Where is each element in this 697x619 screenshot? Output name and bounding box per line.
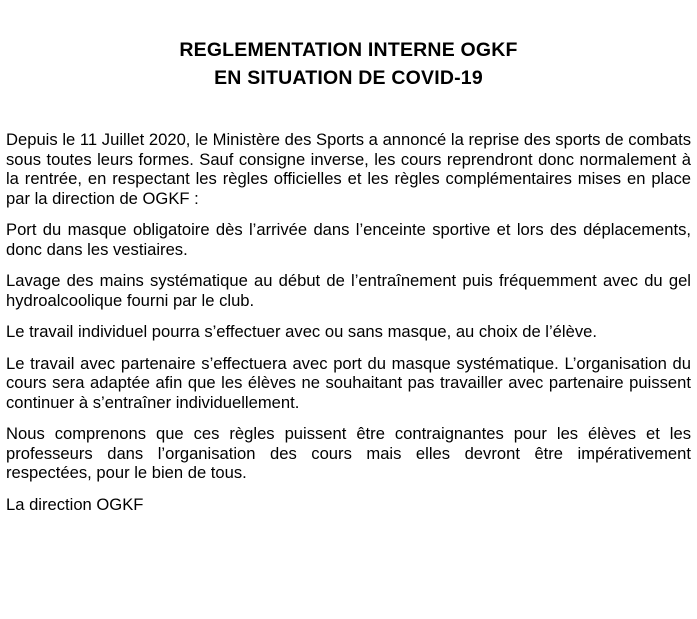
paragraph-mask-rule: Port du masque obligatoire dès l’arrivée dans l’enceinte sportive et lors des déplacements, donc dans les vestiaires. bbox=[6, 220, 691, 259]
document-body bbox=[6, 130, 691, 514]
paragraph-intro: Depuis le 11 Juillet 2020, le Ministère des Sports a annoncé la reprise des sports de combats sous toutes leurs formes. Sauf consigne inverse, les cours reprendront donc normalement à la rentrée, en respectant les règles officielles et les règles complémentaires mises en place par la direction de OGKF : bbox=[6, 130, 691, 208]
paragraph-closing: Nous comprenons que ces règles puissent être contraignantes pour les élèves et les professeurs dans l’organisation des cours mais elles devront être impérativement respectées, pour le bien de tous. bbox=[6, 424, 691, 482]
paragraph-partner-work: Le travail avec partenaire s’effectuera avec port du masque systématique. L’organisation du cours sera adaptée afin que les élèves ne souhaitant pas travailler avec partenaire puissent continuer à s’entraîner individuellement. bbox=[6, 353, 691, 412]
signature: La direction OGKF bbox=[6, 494, 144, 514]
paragraph-individual-work: Le travail individuel pourra s’effectuer avec ou sans masque, au choix de l’élève. bbox=[6, 322, 597, 341]
title-line-2: EN SITUATION DE COVID-19 bbox=[214, 67, 483, 89]
document-title bbox=[6, 0, 691, 92]
paragraph-handwash-rule: Lavage des mains systématique au début de l’entraînement puis fréquemment avec du gel hydroalcoolique fourni par le club. bbox=[6, 271, 691, 310]
title-line-1: REGLEMENTATION INTERNE OGKF bbox=[179, 39, 518, 61]
